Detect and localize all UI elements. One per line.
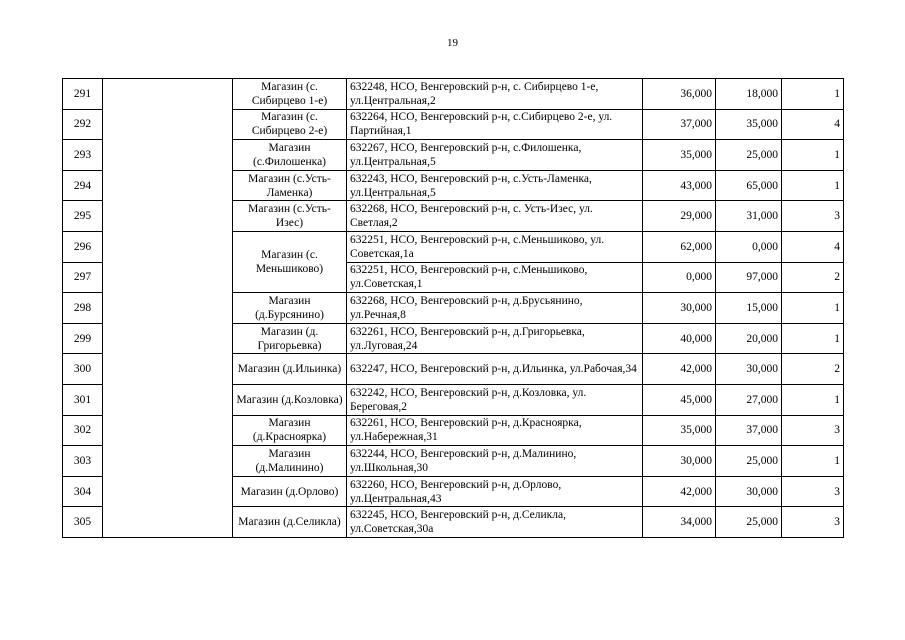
shop-name: Магазин (д.Ильинка) bbox=[233, 354, 347, 385]
count: 3 bbox=[782, 476, 844, 507]
row-number: 298 bbox=[63, 293, 103, 324]
row-number: 296 bbox=[63, 231, 103, 262]
row-number: 301 bbox=[63, 384, 103, 415]
table-row bbox=[63, 79, 844, 110]
value-2: 37,000 bbox=[716, 415, 782, 446]
owner-cell bbox=[103, 79, 233, 538]
value-2: 15,000 bbox=[716, 293, 782, 324]
value-2: 25,000 bbox=[716, 140, 782, 171]
row-number: 295 bbox=[63, 201, 103, 232]
count: 1 bbox=[782, 170, 844, 201]
value-2: 31,000 bbox=[716, 201, 782, 232]
shop-address: 632242, НСО, Венгеровский р-н, д.Козловка, ул. Береговая,2 bbox=[347, 384, 643, 415]
value-2: 0,000 bbox=[716, 231, 782, 262]
value-2: 35,000 bbox=[716, 109, 782, 140]
shop-address: 632261, НСО, Венгеровский р-н, д.Красноярка, ул.Набережная,31 bbox=[347, 415, 643, 446]
count: 4 bbox=[782, 109, 844, 140]
value-1: 35,000 bbox=[643, 140, 716, 171]
value-2: 30,000 bbox=[716, 354, 782, 385]
count: 1 bbox=[782, 384, 844, 415]
shop-address: 632245, НСО, Венгеровский р-н, д.Селикла, ул.Советская,30а bbox=[347, 507, 643, 538]
value-1: 0,000 bbox=[643, 262, 716, 293]
count: 1 bbox=[782, 140, 844, 171]
shops-table bbox=[62, 78, 844, 538]
page-number: 19 bbox=[447, 37, 458, 49]
count: 2 bbox=[782, 354, 844, 385]
count: 1 bbox=[782, 323, 844, 354]
shop-name: Магазин (с. Сибирцево 2-е) bbox=[233, 109, 347, 140]
shop-address: 632268, НСО, Венгеровский р-н, д.Брусьянино, ул.Речная,8 bbox=[347, 293, 643, 324]
count: 1 bbox=[782, 446, 844, 477]
row-number: 297 bbox=[63, 262, 103, 293]
row-number: 299 bbox=[63, 323, 103, 354]
shop-address: 632248, НСО, Венгеровский р-н, с. Сибирцево 1-е, ул.Центральная,2 bbox=[347, 79, 643, 110]
value-1: 40,000 bbox=[643, 323, 716, 354]
shop-name: Магазин (д.Малинино) bbox=[233, 446, 347, 477]
count: 1 bbox=[782, 79, 844, 110]
shop-address: 632261, НСО, Венгеровский р-н, д.Григорьевка, ул.Луговая,24 bbox=[347, 323, 643, 354]
row-number: 302 bbox=[63, 415, 103, 446]
shop-address: 632267, НСО, Венгеровский р-н, с.Филошенка, ул.Центральная,5 bbox=[347, 140, 643, 171]
row-number: 305 bbox=[63, 507, 103, 538]
shop-address: 632247, НСО, Венгеровский р-н, д.Ильинка, ул.Рабочая,34 bbox=[347, 354, 643, 385]
shop-name: Магазин (с.Усть-Изес) bbox=[233, 201, 347, 232]
shop-name: Магазин (д.Козловка) bbox=[233, 384, 347, 415]
value-2: 25,000 bbox=[716, 507, 782, 538]
count: 3 bbox=[782, 507, 844, 538]
value-1: 29,000 bbox=[643, 201, 716, 232]
row-number: 304 bbox=[63, 476, 103, 507]
row-number: 293 bbox=[63, 140, 103, 171]
value-1: 35,000 bbox=[643, 415, 716, 446]
shop-name: Магазин (д.Красноярка) bbox=[233, 415, 347, 446]
value-1: 43,000 bbox=[643, 170, 716, 201]
value-1: 37,000 bbox=[643, 109, 716, 140]
value-1: 62,000 bbox=[643, 231, 716, 262]
value-1: 36,000 bbox=[643, 79, 716, 110]
count: 2 bbox=[782, 262, 844, 293]
count: 1 bbox=[782, 293, 844, 324]
shop-name: Магазин (с.Усть-Ламенка) bbox=[233, 170, 347, 201]
count: 4 bbox=[782, 231, 844, 262]
shop-address: 632243, НСО, Венгеровский р-н, с.Усть-Ламенка, ул.Центральная,5 bbox=[347, 170, 643, 201]
shop-name: Магазин (с. Сибирцево 1-е) bbox=[233, 79, 347, 110]
value-2: 65,000 bbox=[716, 170, 782, 201]
row-number: 300 bbox=[63, 354, 103, 385]
value-1: 30,000 bbox=[643, 293, 716, 324]
value-2: 25,000 bbox=[716, 446, 782, 477]
value-1: 30,000 bbox=[643, 446, 716, 477]
shop-address: 632260, НСО, Венгеровский р-н, д.Орлово, ул.Центральная,43 bbox=[347, 476, 643, 507]
value-2: 27,000 bbox=[716, 384, 782, 415]
shop-name: Магазин (д.Орлово) bbox=[233, 476, 347, 507]
value-1: 42,000 bbox=[643, 476, 716, 507]
row-number: 294 bbox=[63, 170, 103, 201]
value-1: 45,000 bbox=[643, 384, 716, 415]
row-number: 292 bbox=[63, 109, 103, 140]
value-2: 18,000 bbox=[716, 79, 782, 110]
shop-address: 632264, НСО, Венгеровский р-н, с.Сибирцево 2-е, ул. Партийная,1 bbox=[347, 109, 643, 140]
value-1: 42,000 bbox=[643, 354, 716, 385]
value-2: 20,000 bbox=[716, 323, 782, 354]
value-2: 97,000 bbox=[716, 262, 782, 293]
value-1: 34,000 bbox=[643, 507, 716, 538]
shop-name: Магазин (с.Филошенка) bbox=[233, 140, 347, 171]
count: 3 bbox=[782, 201, 844, 232]
shop-address: 632251, НСО, Венгеровский р-н, с.Меньшиково, ул.Советская,1 bbox=[347, 262, 643, 293]
row-number: 291 bbox=[63, 79, 103, 110]
shop-name: Магазин (д.Бурсянино) bbox=[233, 293, 347, 324]
value-2: 30,000 bbox=[716, 476, 782, 507]
shop-name: Магазин (д. Григорьевка) bbox=[233, 323, 347, 354]
shop-address: 632251, НСО, Венгеровский р-н, с.Меньшиково, ул. Советская,1а bbox=[347, 231, 643, 262]
shop-name: Магазин (д.Селикла) bbox=[233, 507, 347, 538]
count: 3 bbox=[782, 415, 844, 446]
row-number: 303 bbox=[63, 446, 103, 477]
shop-name: Магазин (с. Меньшиково) bbox=[233, 231, 347, 292]
shop-address: 632244, НСО, Венгеровский р-н, д.Малинино, ул.Школьная,30 bbox=[347, 446, 643, 477]
shop-address: 632268, НСО, Венгеровский р-н, с. Усть-Изес, ул. Светлая,2 bbox=[347, 201, 643, 232]
